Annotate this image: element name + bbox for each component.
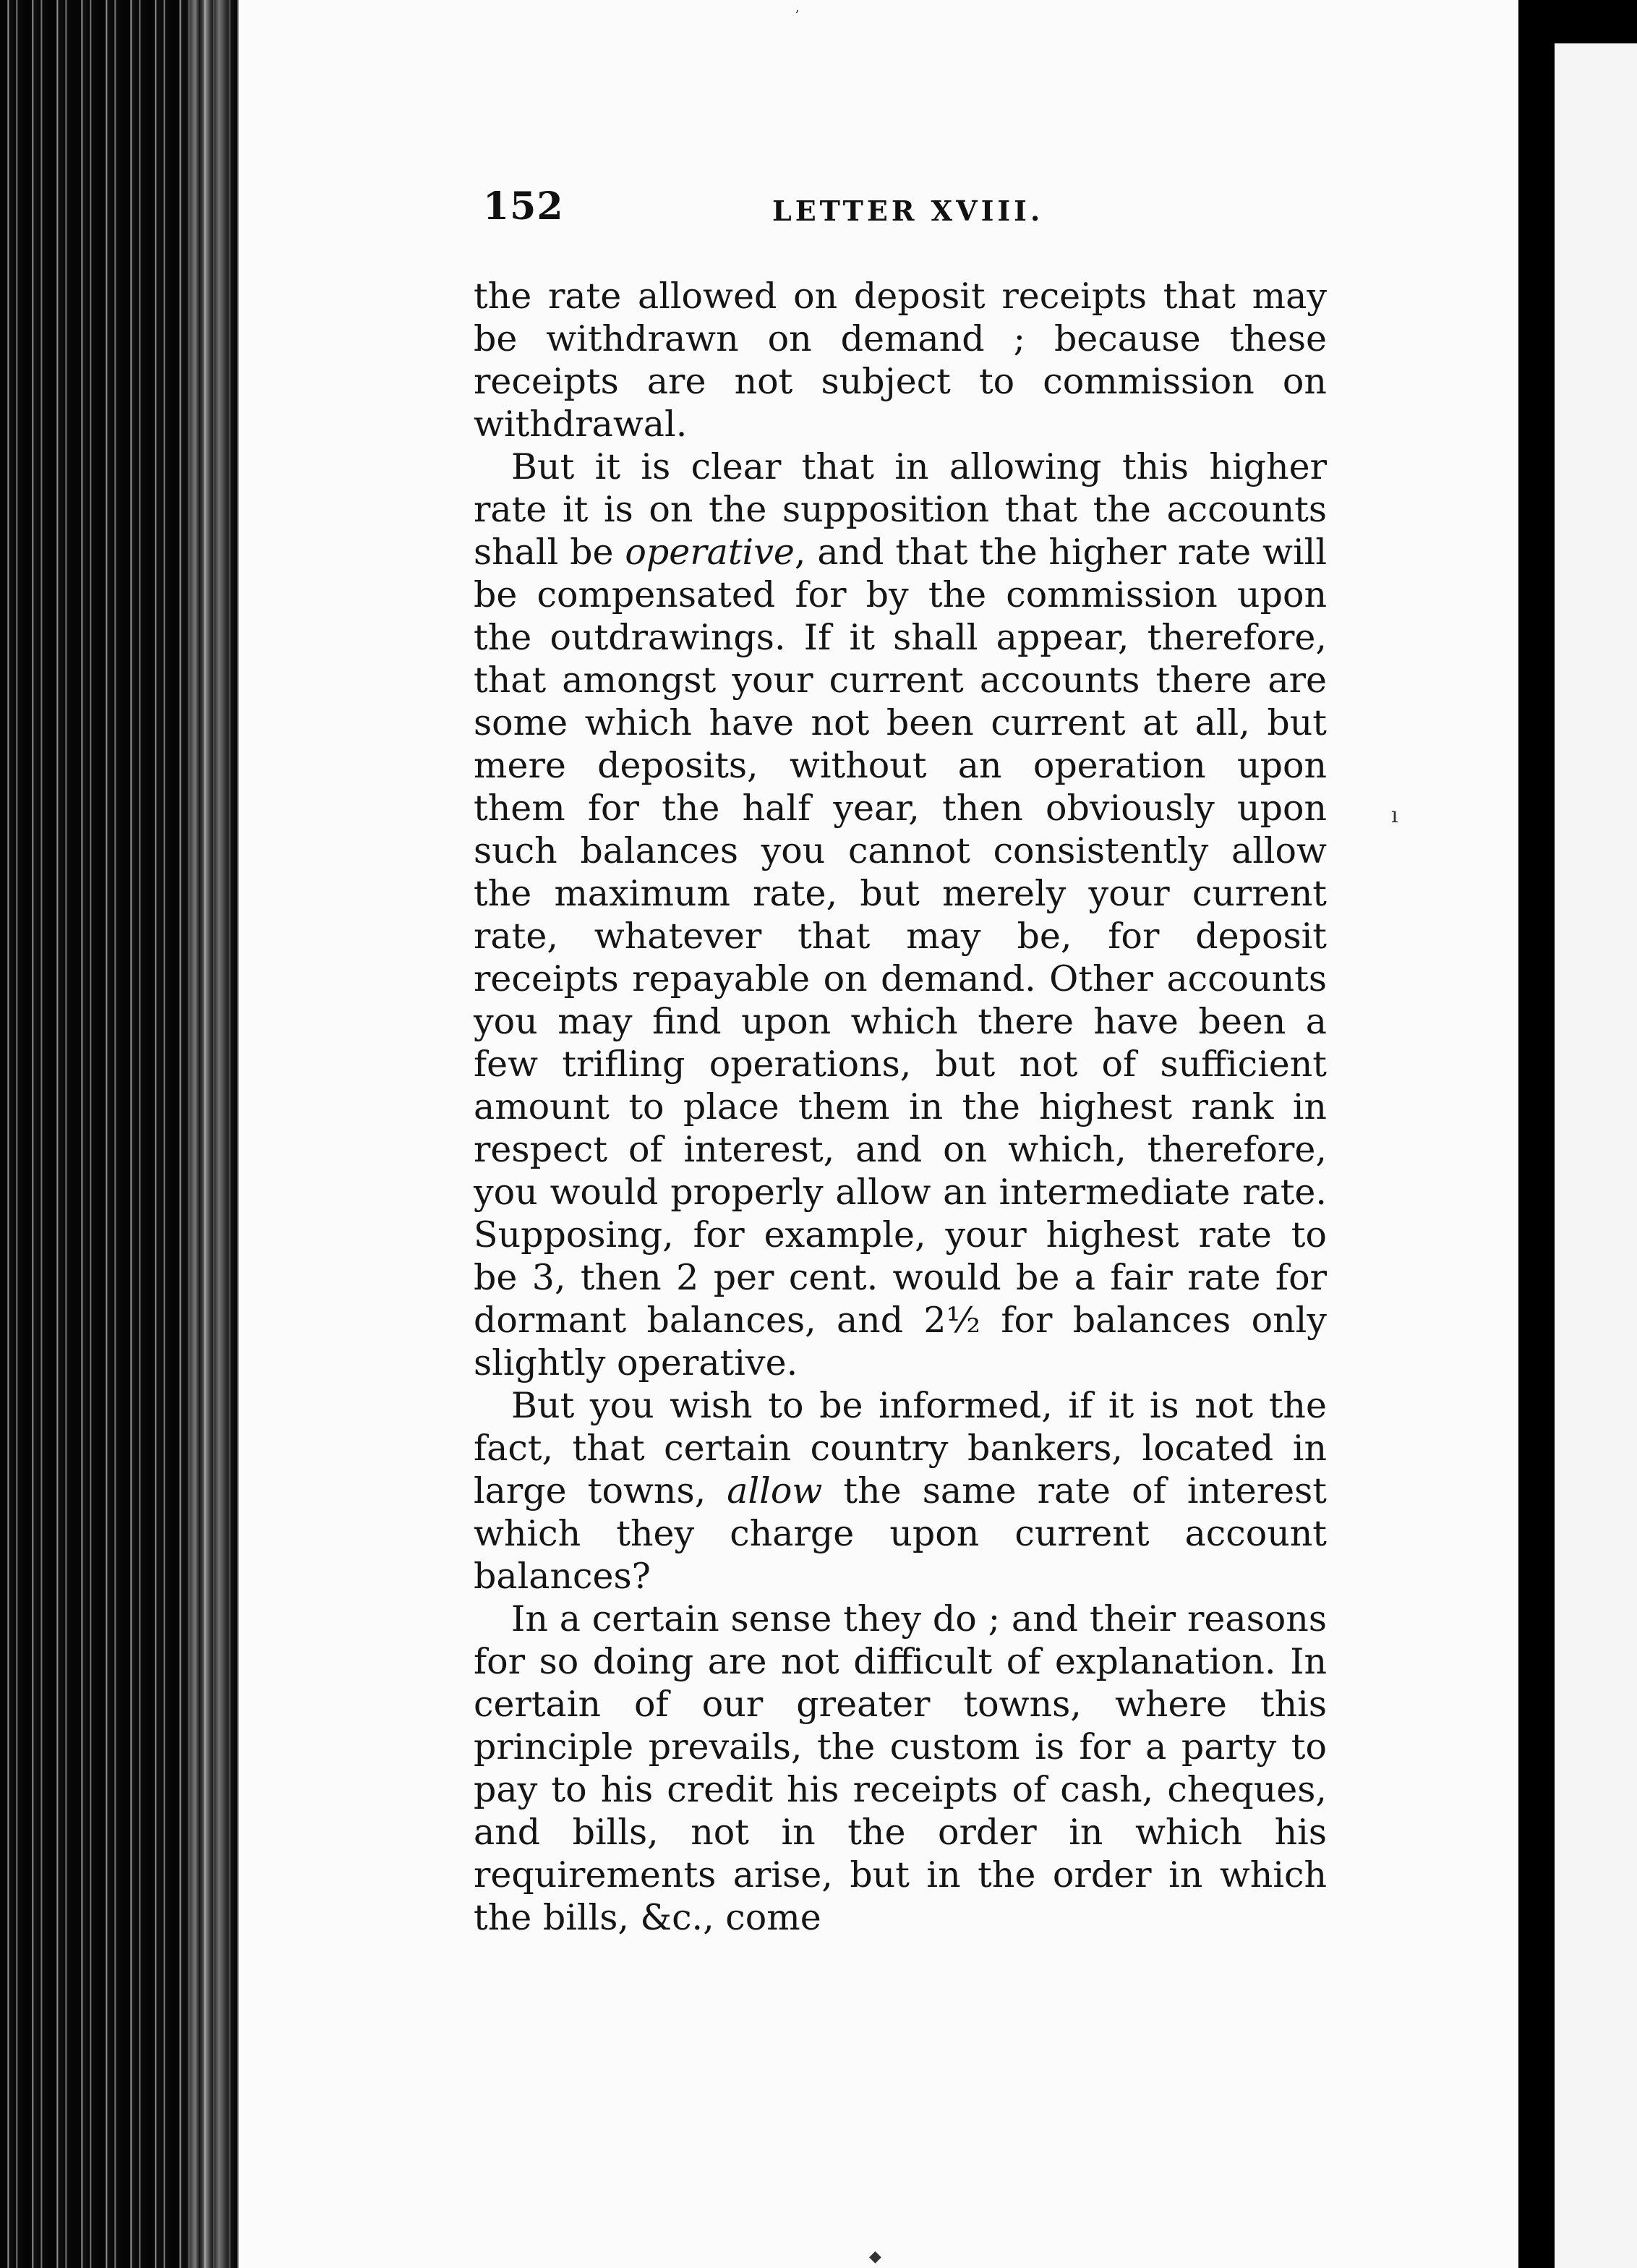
page-header bbox=[483, 184, 1293, 235]
paragraph-text: But it is clear that in allowing this higher rate it is on the supposition that the accounts shall be bbox=[474, 446, 1327, 573]
paragraph bbox=[474, 1598, 1327, 1939]
paragraph-text: , and that the higher rate will be compensated for by the commission upon the outdrawings. If it shall appear, therefore, that amongst your current accounts there are some which have not been current at all, but mere deposits, without an operation upon them for the half year, then obviously upon such balances you cannot consistently allow the maximum rate, but merely your current rate, whatever that may be, for deposit receipts repayable on demand. Other accounts you may find upon which there have been a few trifling operations, but not of sufficient amount to place them in the highest rank in respect of interest, and on which, therefore, you would properly allow an intermediate rate. Supposing, for example, your highest rate to be 3, then 2 per cent. would be a fair rate for dormant balances, and 2½ for balances only slightly operative. bbox=[474, 532, 1327, 1384]
paragraph-text: But you wish to be informed, if it is not the fact, that certain country bankers, located in large towns, bbox=[474, 1385, 1327, 1512]
running-head: LETTER XVIII. bbox=[772, 195, 1044, 227]
scan-mark: ı bbox=[1391, 803, 1398, 828]
page-number: 152 bbox=[483, 184, 564, 229]
scan-mark: , bbox=[795, 0, 800, 15]
page-edges bbox=[187, 0, 230, 2268]
paragraph-text: the same rate of interest which they charge upon current account balances? bbox=[474, 1470, 1327, 1597]
facing-page-edge bbox=[1555, 43, 1637, 2268]
italic-text: operative bbox=[625, 532, 795, 573]
paragraph-text: the rate allowed on deposit receipts that may be withdrawn on demand ; because these receipts are not subject to commission on withdrawal. bbox=[474, 276, 1327, 445]
body-text bbox=[474, 275, 1327, 1939]
scan-mark: ◆ bbox=[869, 2248, 881, 2266]
paragraph bbox=[474, 275, 1327, 446]
paragraph bbox=[474, 1384, 1327, 1598]
paragraph bbox=[474, 446, 1327, 1384]
italic-text: allow bbox=[727, 1470, 823, 1512]
paragraph-text: In a certain sense they do ; and their reasons for so doing are not difficult of explanation. In certain of our greater towns, where this principle prevails, the custom is for a party to pay to his credit his receipts of cash, cheques, and bills, not in the order in which his requirements arise, but in the order in which the bills, &c., come bbox=[474, 1598, 1327, 1938]
